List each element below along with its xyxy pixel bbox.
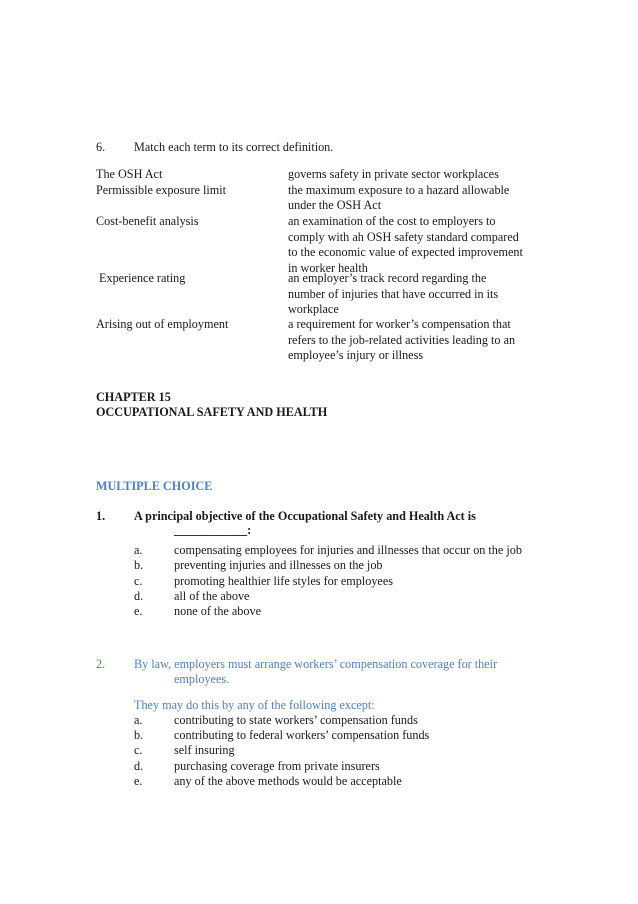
definition-cba-line4: in worker health bbox=[288, 261, 368, 275]
definition-er-line2: number of injuries that have occurred in its bbox=[288, 287, 499, 301]
mc1-option-a-letter: a. bbox=[134, 543, 143, 557]
definition-cba-line3: to the economic value of expected improvement bbox=[288, 245, 523, 259]
mc2-option-d-letter: d. bbox=[134, 759, 144, 773]
mc2-option-e-text: any of the above methods would be acceptable bbox=[174, 774, 402, 788]
chapter-title: OCCUPATIONAL SAFETY AND HEALTH bbox=[96, 405, 328, 419]
definition-er-line3: workplace bbox=[288, 302, 339, 316]
question-6-instruction: Match each term to its correct definition. bbox=[134, 140, 334, 154]
mc1-number: 1. bbox=[96, 509, 106, 523]
mc1-option-c-text: promoting healthier life styles for employees bbox=[174, 574, 393, 588]
mc2-option-d-text: purchasing coverage from private insurers bbox=[174, 759, 380, 773]
definition-pel-line2: under the OSH Act bbox=[288, 198, 382, 212]
definition-aoe-line3: employee’s injury or illness bbox=[288, 348, 424, 362]
term-cost-benefit-analysis: Cost-benefit analysis bbox=[96, 214, 199, 228]
definition-osh-act: governs safety in private sector workplaces bbox=[288, 167, 499, 181]
section-heading-multiple-choice: MULTIPLE CHOICE bbox=[96, 479, 213, 493]
chapter-number: CHAPTER 15 bbox=[96, 390, 171, 404]
mc1-option-d-text: all of the above bbox=[174, 589, 250, 603]
term-permissible-exposure-limit: Permissible exposure limit bbox=[96, 183, 226, 197]
definition-cba-line1: an examination of the cost to employers to bbox=[288, 214, 496, 228]
term-arising-out-of-employment: Arising out of employment bbox=[96, 317, 229, 331]
definition-aoe-line2: refers to the job-related activities leading to an bbox=[288, 333, 516, 347]
mc1-option-b-text: preventing injuries and illnesses on the job bbox=[174, 558, 383, 572]
definition-cba-line2: comply with ah OSH safety standard compared bbox=[288, 230, 519, 244]
mc2-option-e-letter: e. bbox=[134, 774, 143, 788]
mc1-option-b-letter: b. bbox=[134, 558, 144, 572]
mc2-stem-line1: By law, employers must arrange workers’ compensation coverage for their bbox=[134, 657, 498, 671]
mc2-option-c-text: self insuring bbox=[174, 743, 235, 757]
mc1-stem-blank: ____________: bbox=[174, 523, 252, 537]
mc2-option-a-text: contributing to state workers’ compensation funds bbox=[174, 713, 418, 727]
mc1-option-e-text: none of the above bbox=[174, 604, 261, 618]
mc1-option-e-letter: e. bbox=[134, 604, 143, 618]
mc1-stem-line1: A principal objective of the Occupational Safety and Health Act is bbox=[134, 509, 476, 523]
mc2-option-c-letter: c. bbox=[134, 743, 143, 757]
mc2-option-b-text: contributing to federal workers’ compensation funds bbox=[174, 728, 430, 742]
term-experience-rating: Experience rating bbox=[96, 271, 186, 285]
definition-aoe-line1: a requirement for worker’s compensation that bbox=[288, 317, 511, 331]
term-osh-act: The OSH Act bbox=[96, 167, 163, 181]
mc1-option-d-letter: d. bbox=[134, 589, 144, 603]
question-6-number: 6. bbox=[96, 140, 106, 154]
mc2-stem-line3: They may do this by any of the following except: bbox=[134, 698, 375, 712]
mc2-stem-line2: employees. bbox=[174, 672, 230, 686]
mc1-option-a-text: compensating employees for injuries and illnesses that occur on the job bbox=[174, 543, 522, 557]
definition-pel-line1: the maximum exposure to a hazard allowable bbox=[288, 183, 510, 197]
mc2-option-a-letter: a. bbox=[134, 713, 143, 727]
mc1-option-c-letter: c. bbox=[134, 574, 143, 588]
mc2-number: 2. bbox=[96, 657, 106, 671]
mc2-option-b-letter: b. bbox=[134, 728, 144, 742]
definition-er-line1: an employer’s track record regarding the bbox=[288, 271, 487, 285]
